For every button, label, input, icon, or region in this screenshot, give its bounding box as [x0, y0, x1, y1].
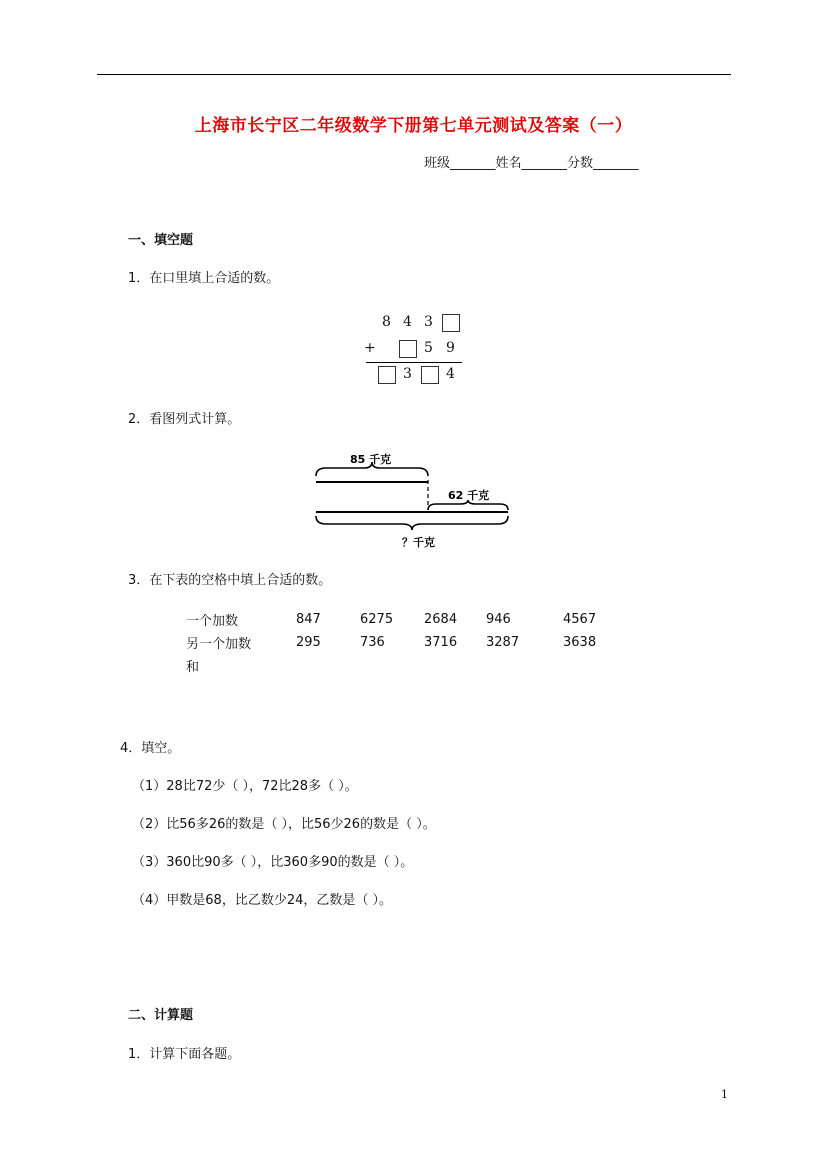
sum-line	[366, 362, 462, 363]
addends-table	[186, 608, 623, 677]
table-cell: 6275	[360, 612, 394, 627]
digit: 8	[382, 314, 391, 330]
question-3-text: 3．在下表的空格中填上合适的数。	[128, 573, 332, 588]
header-rule	[97, 74, 731, 75]
digit: 4	[403, 314, 412, 330]
label-62kg: 62 千克	[448, 489, 490, 502]
student-info-line: 班级_______姓名_______分数_______	[424, 156, 639, 171]
answer-cell[interactable]	[360, 654, 424, 677]
question-4-text: 4．填空。	[120, 741, 181, 756]
fill-item-3: （3）360比90多（ ），比360多90的数是（ ）。	[132, 855, 414, 870]
table-row	[186, 608, 623, 631]
question-2-text: 2．看图列式计算。	[128, 412, 241, 427]
vertical-addition	[358, 310, 468, 390]
digit: 9	[446, 340, 455, 356]
table-cell: 3638	[563, 635, 597, 650]
calc-question-1-text: 1．计算下面各题。	[128, 1047, 241, 1062]
table-cell: 847	[296, 612, 321, 627]
bottom-brace	[316, 516, 508, 530]
answer-box[interactable]	[421, 366, 439, 384]
answer-cell[interactable]	[563, 654, 623, 677]
answer-cell[interactable]	[486, 654, 563, 677]
top-brace	[316, 462, 428, 476]
answer-box[interactable]	[442, 314, 460, 332]
label-unknown-kg: ？千克	[402, 536, 435, 549]
plus-sign: +	[364, 340, 376, 356]
table-cell: 4567	[563, 612, 597, 627]
digit: 4	[446, 366, 455, 382]
table-cell: 2684	[424, 612, 458, 627]
answer-cell[interactable]	[296, 654, 360, 677]
table-row	[186, 654, 623, 677]
answer-box[interactable]	[378, 366, 396, 384]
digit: 5	[424, 340, 433, 356]
section-1-title: 一、填空题	[128, 233, 194, 248]
table-cell: 736	[360, 635, 385, 650]
answer-cell[interactable]	[424, 654, 486, 677]
digit: 3	[424, 314, 433, 330]
segment-diagram	[312, 448, 512, 552]
table-cell: 295	[296, 635, 321, 650]
fill-item-1: （1）28比72少（ ），72比28多（ ）。	[132, 779, 358, 794]
digit: 3	[403, 366, 412, 382]
table-cell: 3716	[424, 635, 458, 650]
fill-item-2: （2）比56多26的数是（ ），比56少26的数是（ ）。	[132, 817, 436, 832]
table-cell: 946	[486, 612, 511, 627]
document-title: 上海市长宁区二年级数学下册第七单元测试及答案（一）	[194, 116, 633, 136]
table-cell: 3287	[486, 635, 520, 650]
row-header: 一个加数	[186, 614, 239, 629]
page-number: 1	[721, 1088, 728, 1101]
row-header: 和	[186, 660, 200, 675]
fill-item-4: （4）甲数是68，比乙数少24，乙数是（ ）。	[132, 893, 392, 908]
section-2-title: 二、计算题	[128, 1008, 194, 1023]
table-row	[186, 631, 623, 654]
answer-box[interactable]	[399, 340, 417, 358]
question-1-text: 1．在口里填上合适的数。	[128, 271, 280, 286]
label-85kg: 85 千克	[350, 453, 392, 466]
row-header: 另一个加数	[186, 637, 252, 652]
right-brace	[428, 500, 508, 510]
